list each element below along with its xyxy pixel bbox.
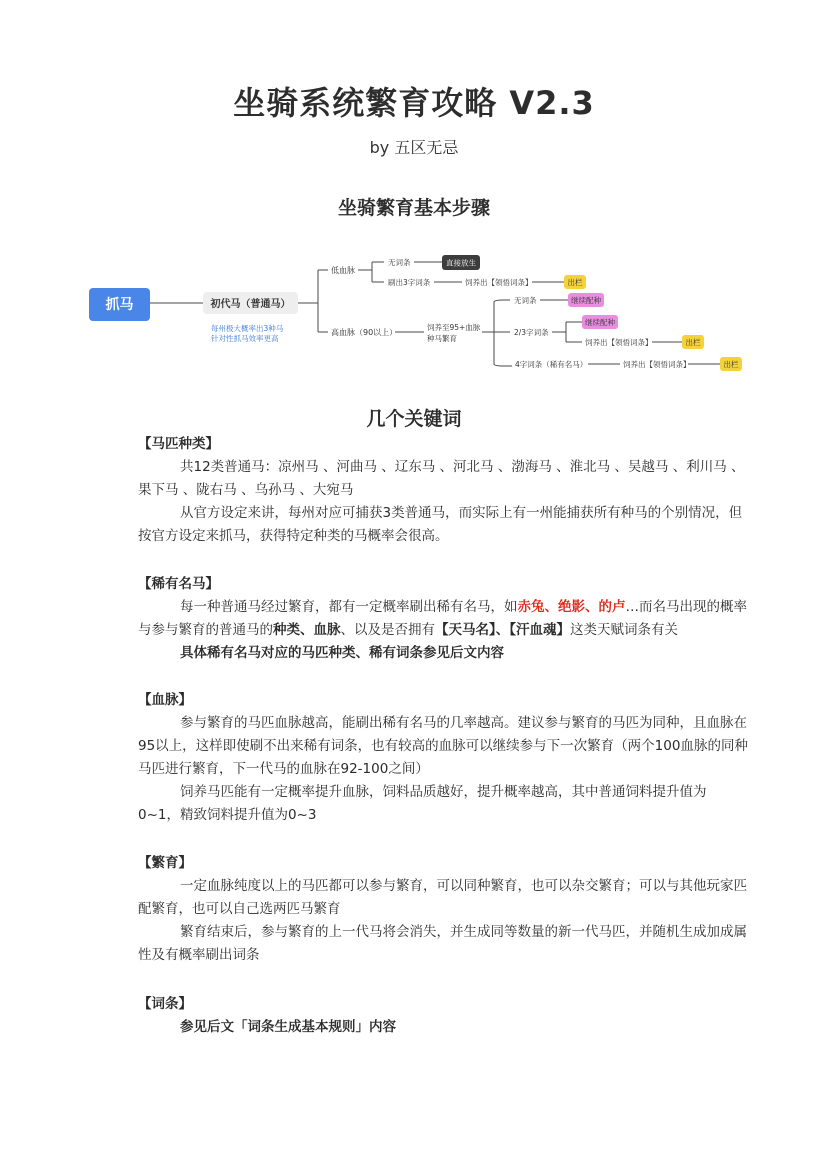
rare-p1-d: 这类天赋词条有关 (570, 622, 678, 638)
section-blood-p2b: 0~1，精致饲料提升值为0~3 (138, 807, 317, 823)
low-refresh-3char: 刷出3字词条 (388, 278, 431, 287)
rare-famous-horses: 赤兔、绝影、的卢 (517, 599, 626, 615)
high-feed-line2: 种马繁育 (427, 334, 457, 343)
rare-p1-b: …而名马出现的概率与参与繁育的普通马的 (138, 599, 747, 638)
high-23-trait: 2/3字词条 (514, 328, 549, 337)
direct-release-label: 直接放生 (446, 258, 476, 268)
low-bloodline-node: 低血脉 (331, 266, 355, 275)
high-bloodline-node: 高血脉（90以上） (331, 328, 398, 337)
section-blood-p2a: 饲养马匹能有一定概率提升血脉，饲料品质越好，提升概率越高，其中普通饲料提升值为 (180, 784, 707, 800)
high-4char-rare: 4字词条（稀有名马） (515, 360, 588, 369)
page-title: 坐骑系统繁育攻略 V2.3 (233, 84, 595, 122)
high-4-feed-insight: 饲养出【领悟词条】 (623, 360, 691, 369)
rare-p1-bold1: 种类、血脉 (273, 622, 341, 638)
gen1-note-line1: 每州极大概率出3种马 (211, 324, 284, 333)
breeding-steps-mindmap (0, 240, 828, 380)
section-traits-p1: 参见后文「词条生成基本规则」内容 (180, 1019, 396, 1035)
section-traits (138, 993, 748, 1039)
author-byline: by 五区无忌 (369, 138, 459, 157)
continue-breed-tag-1-label: 继续配种 (571, 296, 601, 305)
section-species-p2: 从官方设定来讲，每州对应可捕获3类普通马，而实际上有一州能捕获所有种马的个别情况，但按官方设定来抓马，获得特定种类的马概率会很高。 (138, 505, 743, 544)
low-no-trait: 无词条 (388, 258, 411, 267)
section-rare-heading: 【稀有名马】 (138, 576, 219, 592)
gen1-note-line2: 针对性抓马效率更高 (211, 334, 279, 343)
high-feed-line1: 饲养至95+血脉 (427, 323, 481, 332)
section-blood (138, 689, 748, 827)
section-blood-heading: 【血脉】 (138, 692, 192, 708)
low-feed-insight: 饲养出【领悟词条】 (465, 278, 533, 287)
steps-heading: 坐骑繁育基本步骤 (337, 197, 490, 219)
root-node-label: 抓马 (105, 297, 134, 313)
rare-p1-c: 、以及是否拥有 (340, 622, 435, 638)
out-tag-3-label: 出栏 (723, 360, 739, 369)
gen1-node-label: 初代马（普通马） (210, 299, 291, 310)
out-tag-1-label: 出栏 (567, 278, 583, 287)
section-breed-heading: 【繁育】 (138, 855, 192, 871)
section-rare-p2: 具体稀有名马对应的马匹种类、稀有词条参见后文内容 (180, 645, 504, 661)
continue-breed-tag-2-label: 继续配种 (585, 318, 615, 327)
rare-p1-a: 每一种普通马经过繁育，都有一定概率刷出稀有名马，如 (180, 599, 518, 615)
section-species (138, 433, 748, 548)
rare-p1-bold2: 【天马名】、【汗血魂】 (435, 622, 570, 638)
section-breed (138, 852, 748, 967)
keywords-heading: 几个关键词 (366, 408, 462, 430)
section-blood-p1: 参与繁育的马匹血脉越高，能刷出稀有名马的几率越高。建议参与繁育的马匹为同种，且血脉在95以上，这样即使刷不出来稀有词条，也有较高的血脉可以继续参与下一次繁育（两个100血脉的同种马匹进行繁育，下一代马的血脉在92-100之间） (138, 715, 748, 777)
section-breed-p1: 一定血脉纯度以上的马匹都可以参与繁育，可以同种繁育，也可以杂交繁育；可以与其他玩家匹配繁育，也可以自己选两匹马繁育 (138, 878, 747, 917)
section-traits-heading: 【词条】 (138, 996, 192, 1012)
section-species-p1: 共12类普通马：凉州马 、河曲马 、辽东马 、河北马 、渤海马 、淮北马 、吴越马 、利川马 、果下马 、陇右马 、乌孙马 、大宛马 (138, 459, 745, 498)
section-breed-p2: 繁育结束后，参与繁育的上一代马将会消失，并生成同等数量的新一代马匹，并随机生成加成属性及有概率刷出词条 (138, 924, 747, 963)
out-tag-2-label: 出栏 (685, 338, 701, 347)
section-rare (138, 573, 748, 665)
high-no-trait: 无词条 (514, 296, 537, 305)
high-23-feed-insight: 饲养出【领悟词条】 (585, 338, 653, 347)
section-rare-p1 (138, 596, 748, 642)
section-species-heading: 【马匹种类】 (138, 436, 219, 452)
